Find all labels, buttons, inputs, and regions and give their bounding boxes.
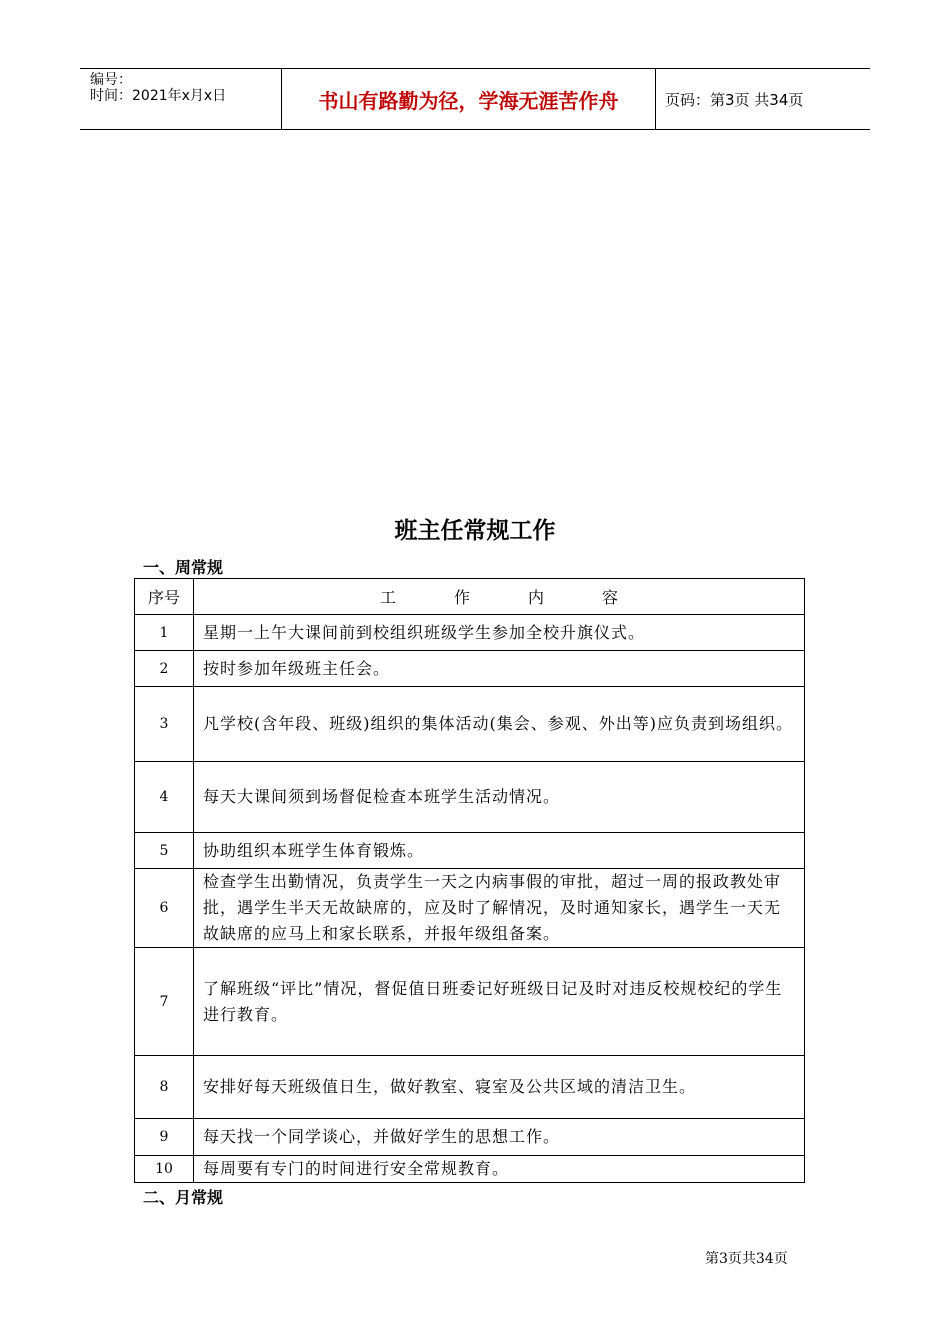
row-no: 7 (135, 948, 194, 1056)
section-weekly-heading: 一、周常规 (143, 558, 224, 577)
row-text: 按时参加年级班主任会。 (194, 651, 805, 687)
header-motto: 书山有路勤为径，学海无涯苦作舟 (281, 69, 656, 129)
row-text: 星期一上午大课间前到校组织班级学生参加全校升旗仪式。 (194, 615, 805, 651)
table-row (135, 1156, 805, 1183)
header-meta (80, 69, 281, 129)
row-text: 凡学校(含年段、班级)组织的集体活动(集会、参观、外出等)应负责到场组织。 (194, 687, 805, 762)
row-text: 协助组织本班学生体育锻炼。 (194, 833, 805, 869)
header-no: 序号 (135, 579, 194, 615)
row-no: 4 (135, 762, 194, 833)
table-row (135, 833, 805, 869)
row-no: 8 (135, 1056, 194, 1119)
header-content: 工作内容 (194, 579, 805, 615)
row-text: 每天找一个同学谈心，并做好学生的思想工作。 (194, 1119, 805, 1156)
row-no: 9 (135, 1119, 194, 1156)
page-footer: 第3页共34页 (705, 1251, 788, 1267)
table-row (135, 948, 805, 1056)
row-no: 10 (135, 1156, 194, 1183)
header-page-info: 页码：第3页 共34页 (665, 90, 804, 109)
weekly-routine-table (134, 578, 805, 1183)
row-no: 1 (135, 615, 194, 651)
table-header-row (135, 579, 805, 615)
table-row (135, 762, 805, 833)
row-text: 每天大课间须到场督促检查本班学生活动情况。 (194, 762, 805, 833)
row-text: 检查学生出勤情况，负责学生一天之内病事假的审批，超过一周的报政教处审批，遇学生半天无故缺席的，应及时了解情况，及时通知家长，遇学生一天无故缺席的应马上和家长联系，并报年级组备案。 (194, 869, 805, 948)
row-no: 2 (135, 651, 194, 687)
page-header (80, 68, 870, 130)
table-row (135, 1056, 805, 1119)
table-row (135, 687, 805, 762)
row-text: 每周要有专门的时间进行安全常规教育。 (194, 1156, 805, 1183)
row-text: 了解班级“评比”情况，督促值日班委记好班级日记及时对违反校规校纪的学生进行教育。 (194, 948, 805, 1056)
table-row (135, 869, 805, 948)
date-label: 时间：2021年x月x日 (90, 88, 227, 104)
table-row (135, 1119, 805, 1156)
row-no: 5 (135, 833, 194, 869)
table-row (135, 615, 805, 651)
document-title: 班主任常规工作 (394, 518, 556, 544)
row-no: 6 (135, 869, 194, 948)
table-row (135, 651, 805, 687)
section-monthly-heading: 二、月常规 (143, 1188, 224, 1207)
row-no: 3 (135, 687, 194, 762)
number-label: 编号： (90, 72, 132, 88)
row-text: 安排好每天班级值日生，做好教室、寝室及公共区域的清洁卫生。 (194, 1056, 805, 1119)
